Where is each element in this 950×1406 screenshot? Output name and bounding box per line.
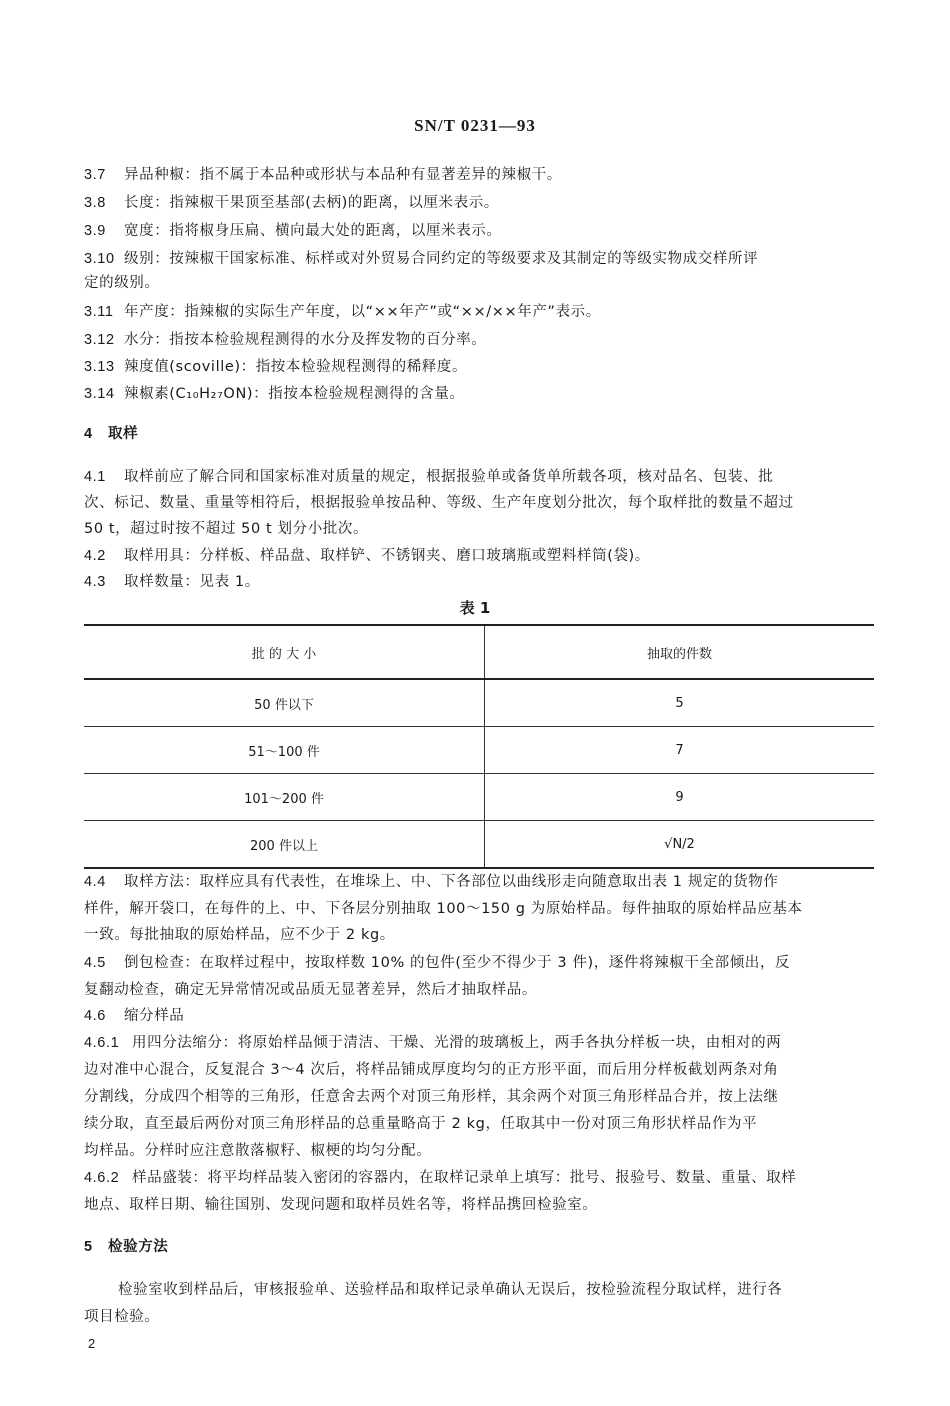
- clause-4-5: [84, 951, 790, 972]
- clause-4-5-line-2: 复翻动检查，确定无异常情况或品质无显著差异，然后才抽取样品。: [84, 982, 537, 998]
- clause-number: 3.11: [84, 304, 114, 320]
- table-row: [84, 821, 874, 869]
- clause-number: 3.9: [84, 223, 106, 239]
- clause-4-6-1-line-4: 续分取，直至最后两份对顶三角形样品的总重量略高于 2 kg，任取其中一份对顶三角形状样品作为平: [84, 1116, 758, 1132]
- clause-text: 级别：按辣椒干国家标准、标样或对外贸易合同约定的等级要求及其制定的等级实物成交样所评: [124, 251, 759, 267]
- clause-text: 年产度：指辣椒的实际生产年度，以“××年产”或“××/××年产”表示。: [124, 304, 601, 320]
- definition-3-10: [84, 247, 758, 268]
- document-header: SN/T 0231—93: [414, 116, 536, 135]
- batch-size-cell: 50 件以下: [84, 679, 485, 727]
- header-sample-count: 抽取的件数: [485, 625, 875, 679]
- definition-3-8: [84, 191, 499, 212]
- clause-text: 长度：指辣椒干果顶至基部(去柄)的距离，以厘米表示。: [124, 195, 499, 211]
- clause-text: 取样用具：分样板、样品盘、取样铲、不锈钢夹、磨口玻璃瓶或塑料样筒(袋)。: [124, 548, 650, 564]
- clause-number: 3.8: [84, 195, 106, 211]
- clause-number: 4.6.1: [84, 1035, 120, 1051]
- clause-4-6-1-line-2: 边对准中心混合，反复混合 3～4 次后，将样品铺成厚度均匀的正方形平面，而后用分样板截划两条对角: [84, 1062, 779, 1078]
- clause-4-2: [84, 544, 650, 565]
- definition-3-14: [84, 382, 465, 403]
- batch-size-cell: 200 件以上: [84, 821, 485, 869]
- clause-number: 4.2: [84, 548, 106, 564]
- clause-number: 3.7: [84, 167, 106, 183]
- clause-text: 取样方法：取样应具有代表性，在堆垛上、中、下各部位以曲线形走向随意取出表 1 规定的货物作: [124, 874, 779, 890]
- batch-size-cell: 51～100 件: [84, 727, 485, 774]
- clause-4-6-2-line-2: 地点、取样日期、输往国别、发现问题和取样员姓名等，将样品携回检验室。: [84, 1197, 598, 1213]
- table-header-row: [84, 625, 874, 679]
- sample-count-cell: 9: [485, 774, 875, 821]
- section-title: 检验方法: [108, 1239, 169, 1255]
- clause-number: 3.13: [84, 359, 115, 375]
- clause-number: 4.6.2: [84, 1170, 120, 1186]
- clause-text: 辣椒素(C₁₀H₂₇ON)：指按本检验规程测得的含量。: [124, 386, 465, 402]
- clause-number: 4.6: [84, 1008, 106, 1024]
- section-number: 4: [84, 426, 93, 442]
- clause-text: 异品种椒：指不属于本品种或形状与本品种有显著差异的辣椒干。: [124, 167, 562, 183]
- section-title: 取样: [108, 426, 139, 442]
- section-4-heading: [84, 422, 138, 443]
- clause-text: 辣度值(scoville)：指按本检验规程测得的稀释度。: [124, 359, 468, 375]
- table-row: [84, 727, 874, 774]
- batch-size-cell: 101～200 件: [84, 774, 485, 821]
- sample-count-cell: 5: [485, 679, 875, 727]
- table-row: [84, 679, 874, 727]
- sample-count-cell: 7: [485, 727, 875, 774]
- clause-text: 倒包检查：在取样过程中，按取样数 10% 的包件(至少不得少于 3 件)，逐件将辣椒干全部倾出，反: [124, 955, 791, 971]
- clause-4-1-line-2: 次、标记、数量、重量等相符后，根据报验单按品种、等级、生产年度划分批次，每个取样批的数量不超过: [84, 495, 794, 511]
- clause-4-6-2: [84, 1166, 796, 1187]
- clause-4-1: [84, 465, 773, 486]
- definition-3-10-continued: 定的级别。: [84, 275, 160, 291]
- table-row: [84, 774, 874, 821]
- definition-3-7: [84, 163, 562, 184]
- clause-4-4-line-2: 样件，解开袋口，在每件的上、中、下各层分别抽取 100～150 g 为原始样品。每件抽取的原始样品应基本: [84, 901, 803, 917]
- clause-4-3: [84, 570, 260, 591]
- clause-4-6-1-line-3: 分割线，分成四个相等的三角形，任意舍去两个对顶三角形样，其余两个对顶三角形样品合并，按上法继: [84, 1089, 779, 1105]
- definition-3-11: [84, 300, 601, 321]
- clause-4-1-line-3: 50 t，超过时按不超过 50 t 划分小批次。: [84, 521, 369, 537]
- clause-number: 3.10: [84, 251, 115, 267]
- clause-text: 取样数量：见表 1。: [124, 574, 260, 590]
- clause-number: 4.5: [84, 955, 106, 971]
- clause-text: 水分：指按本检验规程测得的水分及挥发物的百分率。: [124, 332, 487, 348]
- clause-4-6-1-line-5: 均样品。分样时应注意散落椒籽、椒梗的均匀分配。: [84, 1143, 432, 1159]
- clause-4-4-line-3: 一致。每批抽取的原始样品，应不少于 2 kg。: [84, 927, 395, 943]
- sample-count-cell: √N/2: [485, 821, 875, 869]
- header-batch-size: 批 的 大 小: [84, 625, 485, 679]
- section-5-paragraph: 检验室收到样品后，审核报验单、送验样品和取样记录单确认无误后，按检验流程分取试样，进行各: [118, 1282, 783, 1298]
- clause-number: 4.3: [84, 574, 106, 590]
- clause-number: 4.4: [84, 874, 106, 890]
- clause-text: 用四分法缩分：将原始样品倾于清洁、干燥、光滑的玻璃板上，两手各执分样板一块，由相对的两: [132, 1035, 782, 1051]
- sampling-table: [84, 624, 874, 869]
- definition-3-9: [84, 219, 502, 240]
- clause-4-4: [84, 870, 778, 891]
- clause-text: 取样前应了解合同和国家标准对质量的规定，根据报验单或备货单所载各项，核对品名、包装、批: [124, 469, 774, 485]
- section-5-paragraph-line-2: 项目检验。: [84, 1309, 160, 1325]
- definition-3-12: [84, 328, 486, 349]
- clause-number: 3.14: [84, 386, 115, 402]
- clause-number: 3.12: [84, 332, 115, 348]
- clause-text: 宽度：指将椒身压扁、横向最大处的距离，以厘米表示。: [124, 223, 502, 239]
- section-number: 5: [84, 1239, 93, 1255]
- clause-4-6: [84, 1004, 184, 1025]
- clause-text: 缩分样品: [124, 1008, 185, 1024]
- page-number: 2: [88, 1336, 96, 1351]
- section-5-heading: [84, 1235, 168, 1256]
- clause-4-6-1: [84, 1031, 781, 1052]
- clause-number: 4.1: [84, 469, 106, 485]
- clause-text: 样品盛装：将平均样品装入密闭的容器内，在取样记录单上填写：批号、报验号、数量、重量、取样: [132, 1170, 797, 1186]
- table-caption: 表 1: [459, 599, 491, 617]
- definition-3-13: [84, 355, 467, 376]
